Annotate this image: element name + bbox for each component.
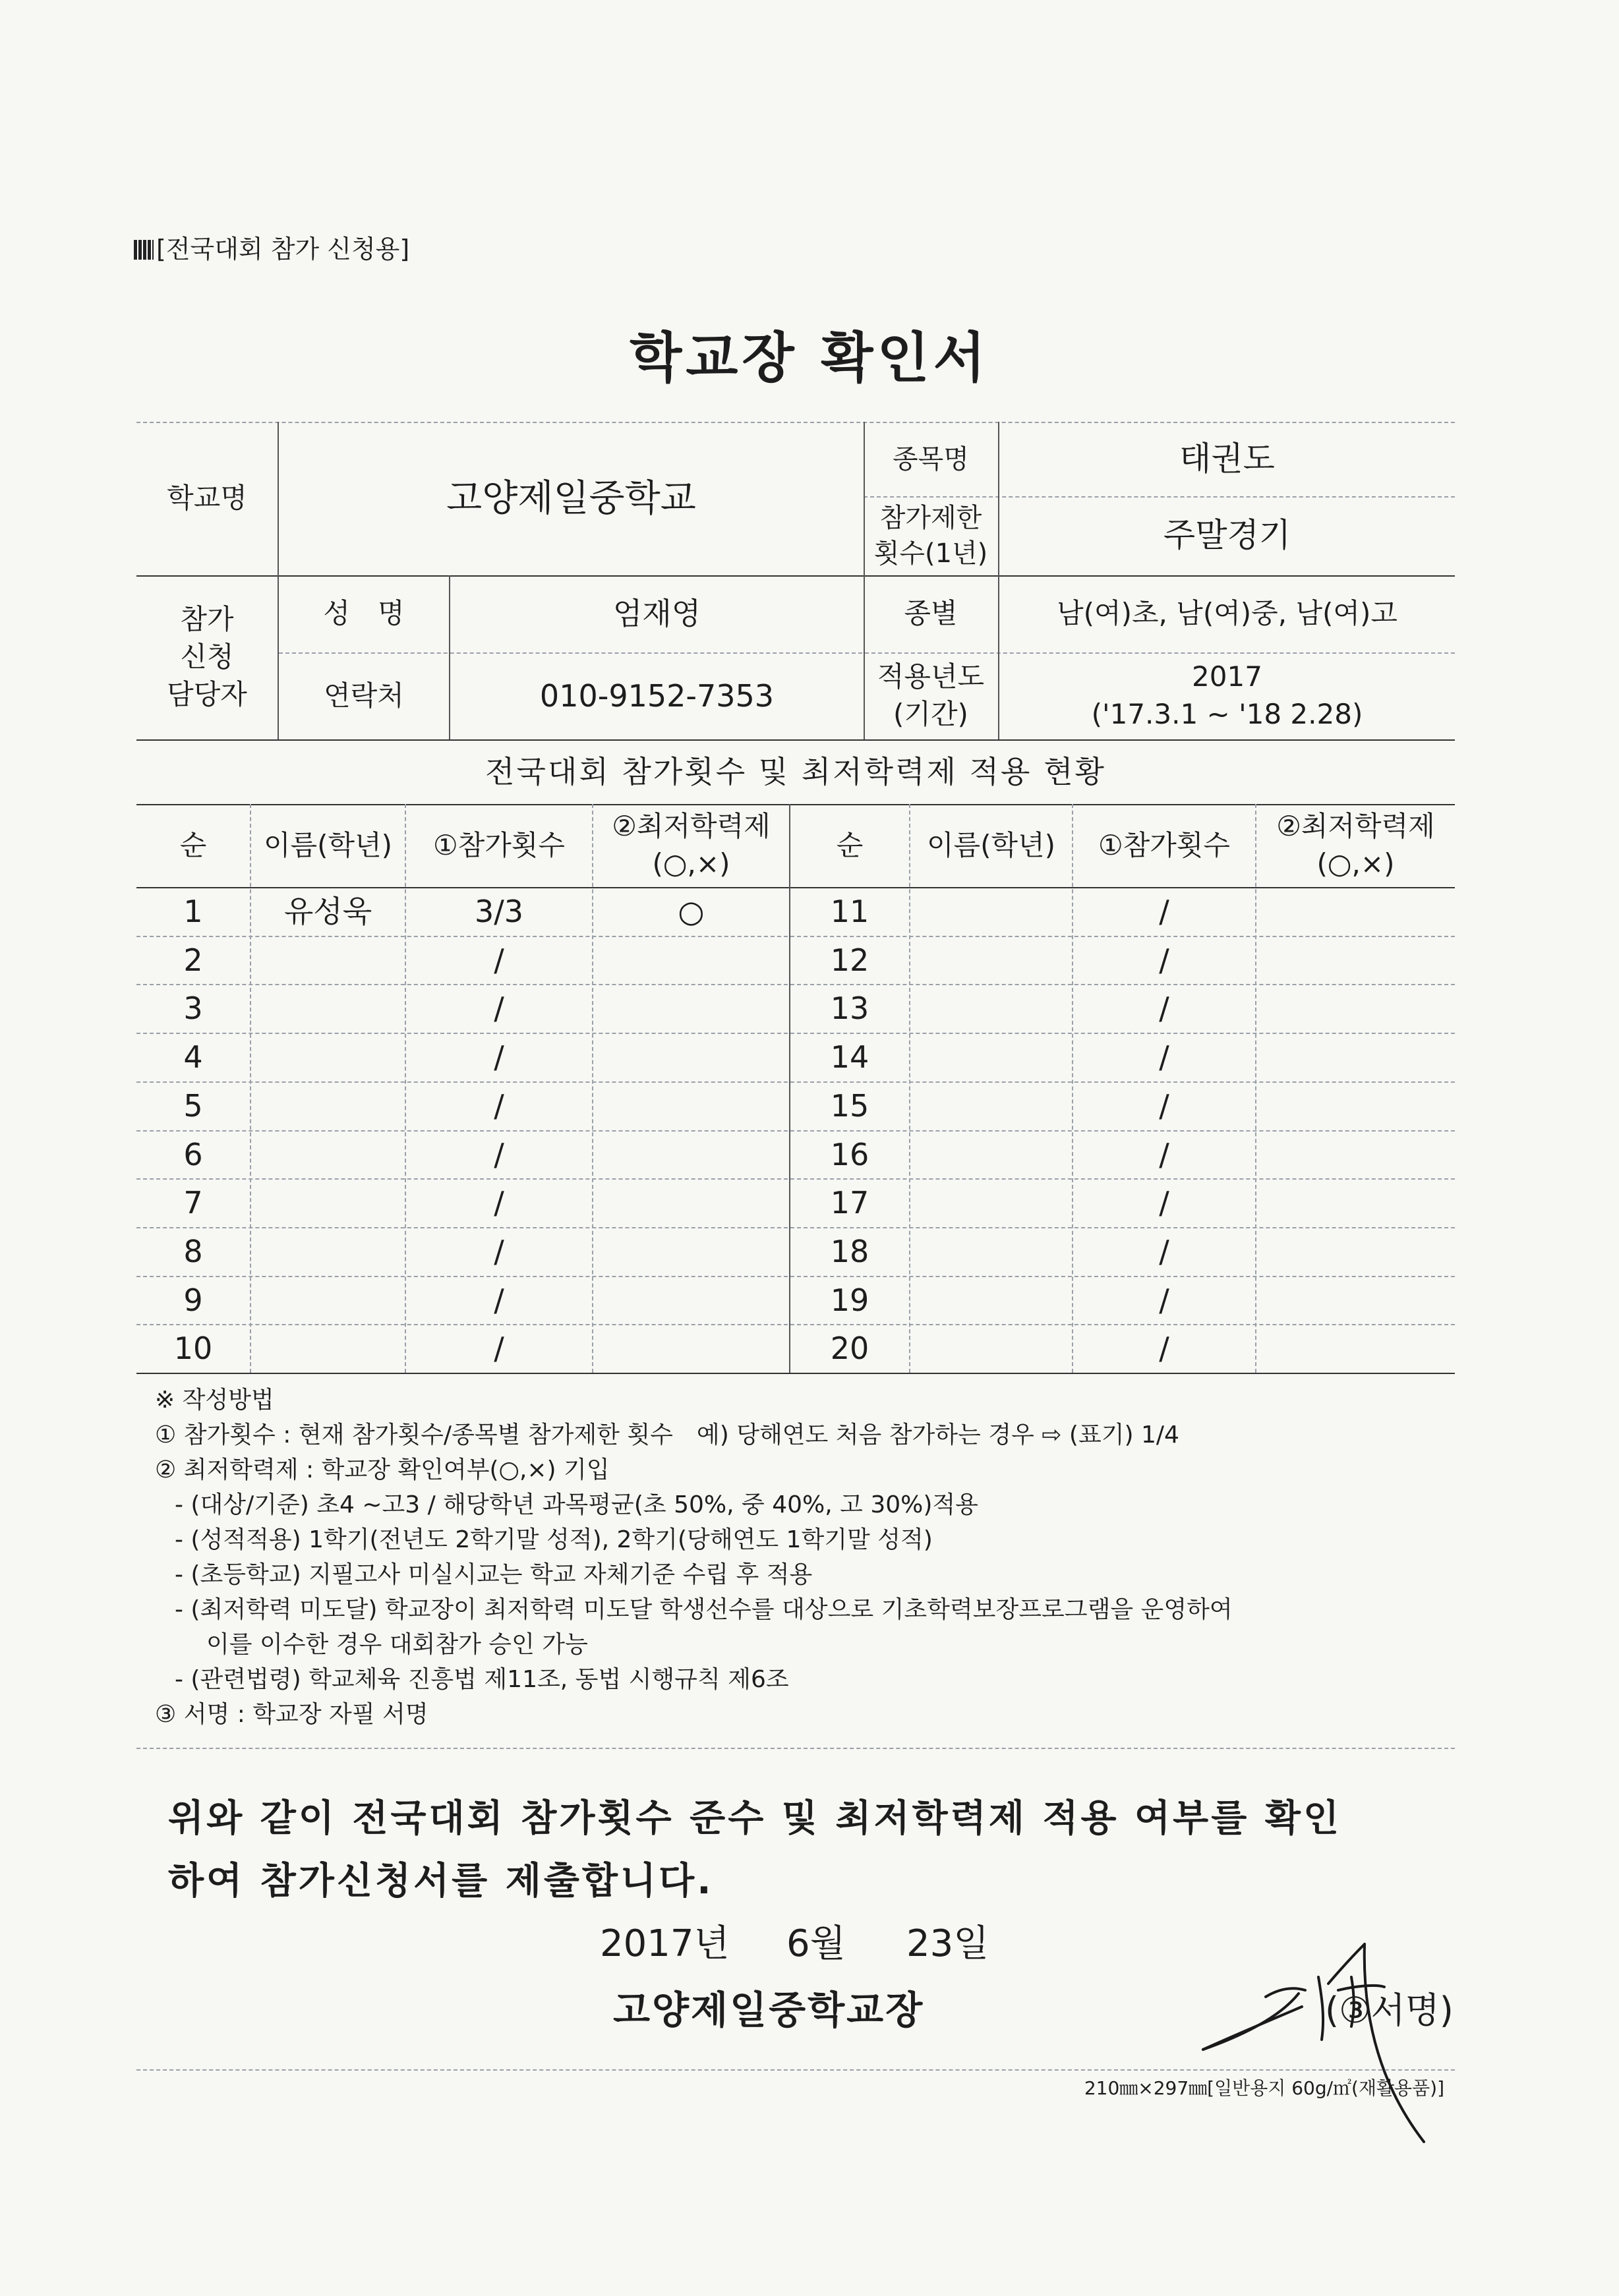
cell-academic xyxy=(1256,984,1455,1033)
cell-academic xyxy=(1256,1130,1455,1179)
cell-academic xyxy=(593,1081,789,1130)
cell-count: / xyxy=(494,1087,504,1124)
cell-name xyxy=(910,1178,1072,1227)
cell-count: / xyxy=(1159,1087,1169,1124)
note-item: ③ 서명 : 학교장 자필 서명 xyxy=(155,1701,428,1728)
cell-no: 5 xyxy=(183,1087,203,1124)
cell-no: 18 xyxy=(830,1233,869,1269)
cell-count: / xyxy=(494,990,504,1026)
cell-count: / xyxy=(1159,893,1169,929)
note-item: - (최저학력 미도달) 학교장이 최저학력 미도달 학생선수를 대상으로 기초학력보장프로그램을 운영하여 xyxy=(175,1596,1233,1623)
cell-no: 2 xyxy=(183,942,203,978)
category-value: 남(여)초, 남(여)중, 남(여)고 xyxy=(1057,597,1398,630)
cell-name xyxy=(251,1081,405,1130)
cell-name xyxy=(251,1324,405,1373)
cell-academic xyxy=(593,1178,789,1227)
cell-academic xyxy=(593,984,789,1033)
col-academic-header: ②최저학력제 (○,×) xyxy=(612,810,771,880)
year-value: 2017 ('17.3.1 ~ '18 2.28) xyxy=(1091,660,1363,730)
cell-academic xyxy=(593,1130,789,1179)
handwritten-signature xyxy=(1187,1898,1450,2162)
square-mark-icon xyxy=(134,240,154,260)
cell-name xyxy=(251,1178,405,1227)
cell-no: 7 xyxy=(183,1184,203,1220)
cell-name xyxy=(251,984,405,1033)
cell-name xyxy=(251,936,405,985)
form-type-label: [전국대회 참가 신청용] xyxy=(134,229,409,265)
cell-name xyxy=(910,984,1072,1033)
cell-no: 14 xyxy=(830,1039,869,1075)
cell-count: / xyxy=(494,1233,504,1269)
cell-count: 3/3 xyxy=(474,893,524,929)
signature-label: (③서명) xyxy=(1325,1990,1454,2031)
cell-name xyxy=(910,1033,1072,1081)
cell-count: / xyxy=(1159,1330,1169,1366)
cell-name xyxy=(910,1081,1072,1130)
cell-count: / xyxy=(1159,1136,1169,1172)
cell-name xyxy=(910,887,1072,936)
cell-no: 6 xyxy=(183,1136,203,1172)
note-item: ② 최저학력제 : 학교장 확인여부(○,×) 기입 xyxy=(155,1456,610,1483)
date-year: 2017년 xyxy=(600,1922,730,1965)
principal-title: 고양제일중학교장 xyxy=(613,1988,925,2032)
cell-count: / xyxy=(1159,990,1169,1026)
cell-count: / xyxy=(1159,1184,1169,1220)
cell-academic xyxy=(593,936,789,985)
col-count-header: ①참가횟수 xyxy=(433,828,565,861)
cell-academic xyxy=(1256,1178,1455,1227)
cell-name xyxy=(910,1227,1072,1276)
event-value: 태권도 xyxy=(1179,439,1275,478)
writing-instructions xyxy=(155,1383,1233,1732)
cell-academic xyxy=(593,1324,789,1373)
cell-no: 8 xyxy=(183,1233,203,1269)
status-title: 전국대회 참가횟수 및 최저학력제 적용 현황 xyxy=(485,753,1106,789)
cell-academic xyxy=(593,1033,789,1081)
cell-name xyxy=(251,1130,405,1179)
contact-label: 연락처 xyxy=(324,679,404,712)
note-item: - (초등학교) 지필고사 미실시교는 학교 자체기준 수립 후 적용 xyxy=(175,1561,813,1588)
document-title: 학교장 확인서 xyxy=(630,327,989,389)
cell-no: 4 xyxy=(183,1039,203,1075)
cell-name xyxy=(251,1227,405,1276)
cell-count: / xyxy=(1159,942,1169,978)
cell-academic xyxy=(593,1227,789,1276)
cell-academic xyxy=(1256,1033,1455,1081)
category-label: 종별 xyxy=(904,597,958,630)
cell-name xyxy=(251,1033,405,1081)
cell-academic xyxy=(593,1276,789,1325)
cell-no: 13 xyxy=(830,990,869,1026)
event-label: 종목명 xyxy=(893,444,969,474)
cell-name: 유성욱 xyxy=(283,893,372,929)
col-name-header: 이름(학년) xyxy=(263,828,393,861)
paper-spec-footer: 210㎜×297㎜[일반용지 60g/㎡(재활용품)] xyxy=(1084,2077,1444,2099)
cell-no: 1 xyxy=(183,893,203,929)
cell-academic xyxy=(1256,887,1455,936)
date-day: 23일 xyxy=(906,1922,989,1965)
cell-no: 3 xyxy=(183,990,203,1026)
col-no-header: 순 xyxy=(179,828,207,861)
notes-heading: ※ 작성방법 xyxy=(155,1387,274,1414)
limit-value: 주말경기 xyxy=(1163,516,1291,555)
date-month: 6월 xyxy=(786,1922,846,1965)
cell-name xyxy=(910,1324,1072,1373)
note-item: - (성적적용) 1학기(전년도 2학기말 성적), 2학기(당해연도 1학기말 성적) xyxy=(175,1526,933,1553)
note-item: 이를 이수한 경우 대회참가 승인 가능 xyxy=(206,1631,588,1658)
cell-academic xyxy=(1256,1276,1455,1325)
contact-value: 010-9152-7353 xyxy=(539,677,775,714)
school-name: 고양제일중학교 xyxy=(446,476,696,520)
col-count-header: ①참가횟수 xyxy=(1098,828,1230,861)
cell-count: / xyxy=(1159,1282,1169,1318)
declaration-line-1: 위와 같이 전국대회 참가횟수 준수 및 최저학력제 적용 여부를 확인 xyxy=(168,1797,1342,1840)
cell-count: / xyxy=(494,1184,504,1220)
cell-name xyxy=(251,1276,405,1325)
cell-count: / xyxy=(1159,1233,1169,1269)
col-academic-header: ②최저학력제 (○,×) xyxy=(1276,810,1435,880)
cell-no: 20 xyxy=(830,1330,869,1366)
name-label: 성 명 xyxy=(323,597,405,630)
cell-count: / xyxy=(494,1136,504,1172)
year-label: 적용년도 (기간) xyxy=(877,660,985,730)
declaration-line-2: 하여 참가신청서를 제출합니다. xyxy=(168,1860,714,1903)
cell-count: / xyxy=(494,942,504,978)
limit-label: 참가제한 횟수(1년) xyxy=(873,503,988,569)
cell-name xyxy=(910,1276,1072,1325)
cell-count: / xyxy=(494,1282,504,1318)
school-label: 학교명 xyxy=(167,482,247,515)
cell-count: / xyxy=(494,1039,504,1075)
cell-no: 11 xyxy=(830,893,869,929)
name-value: 엄재영 xyxy=(612,596,701,632)
cell-no: 16 xyxy=(830,1136,869,1172)
cell-academic xyxy=(1256,936,1455,985)
cell-no: 12 xyxy=(830,942,869,978)
cell-no: 10 xyxy=(173,1330,213,1366)
cell-name xyxy=(910,1130,1072,1179)
cell-no: 19 xyxy=(830,1282,869,1318)
cell-count: / xyxy=(494,1330,504,1366)
col-name-header: 이름(학년) xyxy=(926,828,1056,861)
cell-academic xyxy=(1256,1324,1455,1373)
cell-no: 9 xyxy=(183,1282,203,1318)
note-item: ① 참가횟수 : 현재 참가횟수/종목별 참가제한 횟수 예) 당해연도 처음 참가하는 경우 ⇨ (표기) 1/4 xyxy=(155,1421,1179,1449)
cell-academic: ○ xyxy=(678,893,705,929)
cell-academic xyxy=(1256,1227,1455,1276)
cell-academic xyxy=(1256,1081,1455,1130)
cell-count: / xyxy=(1159,1039,1169,1075)
col-no-header: 순 xyxy=(836,828,864,861)
cell-no: 15 xyxy=(830,1087,869,1124)
cell-no: 17 xyxy=(830,1184,869,1220)
cell-name xyxy=(910,936,1072,985)
note-item: - (대상/기준) 초4 ~고3 / 해당학년 과목평균(초 50%, 중 40%, 고 30%)적용 xyxy=(175,1491,978,1518)
note-item: - (관련법령) 학교체육 진흥법 제11조, 동법 시행규칙 제6조 xyxy=(175,1666,789,1693)
applicant-label: 참가 신청 담당자 xyxy=(167,603,247,710)
